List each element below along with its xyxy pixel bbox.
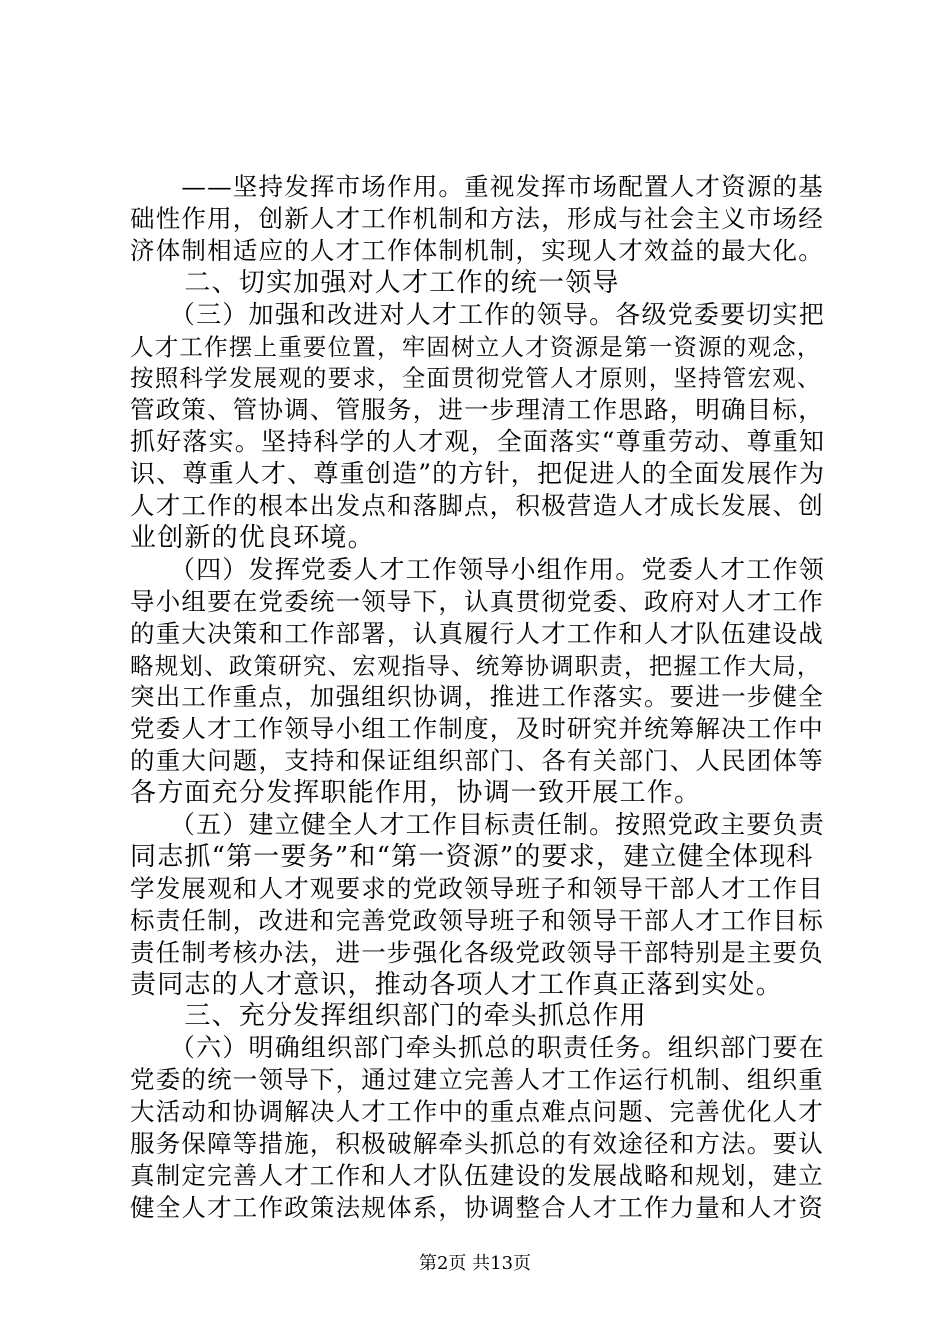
body-text-line: 抓好落实。坚持科学的人才观，全面落实“尊重劳动、尊重知: [130, 427, 826, 456]
body-text-line: 管政策、管协调、管服务，进一步理清工作思路，明确目标，: [130, 395, 824, 424]
body-text-line: （五）建立健全人才工作目标责任制。按照党政主要负责: [130, 810, 825, 839]
body-text-line: 济体制相适应的人才工作体制机制，实现人才效益的最大化。: [130, 236, 824, 265]
section-heading: 二、切实加强对人才工作的统一领导: [130, 268, 620, 298]
body-text-line: 责任制考核办法，进一步强化各级党政领导干部特别是主要负: [130, 938, 824, 967]
body-text-line: 业创新的优良环境。: [130, 523, 375, 553]
body-text-line: 健全人才工作政策法规体系，协调整合人才工作力量和人才资: [130, 1193, 824, 1222]
body-text-line: 服务保障等措施，积极破解牵头抓总的有效途径和方法。要认: [130, 1129, 824, 1158]
body-text-line: 标责任制，改进和完善党政领导班子和领导干部人才工作目标: [130, 906, 824, 935]
body-text-line: 人才工作摆上重要位置，牢固树立人才资源是第一资源的观念，: [130, 333, 822, 361]
body-text-line: 学发展观和人才观要求的党政领导班子和领导干部人才工作目: [130, 874, 824, 903]
body-text-line: 按照科学发展观的要求，全面贯彻党管人才原则，坚持管宏观、: [130, 364, 822, 392]
body-text-line: （六）明确组织部门牵头抓总的职责任务。组织部门要在: [130, 1033, 825, 1062]
body-text-line: 导小组要在党委统一领导下，认真贯彻党委、政府对人才工作: [130, 587, 824, 616]
body-text-line: 的重大决策和工作部署，认真履行人才工作和人才队伍建设战: [130, 619, 824, 648]
body-text-line: 础性作用，创新人才工作机制和方法，形成与社会主义市场经: [130, 204, 824, 233]
body-text-line: 的重大问题，支持和保证组织部门、各有关部门、人民团体等: [130, 746, 824, 775]
body-text-line: 真制定完善人才工作和人才队伍建设的发展战略和规划，建立: [130, 1161, 824, 1190]
body-text-line: 突出工作重点，加强组织协调，推进工作落实。要进一步健全: [130, 682, 824, 711]
body-text-line: 党委人才工作领导小组工作制度，及时研究并统筹解决工作中: [130, 714, 824, 743]
body-text-line: 人才工作的根本出发点和落脚点，积极营造人才成长发展、创: [130, 491, 824, 520]
body-text-line: ——坚持发挥市场作用。重视发挥市场配置人才资源的基: [130, 172, 824, 201]
body-text-line: 识、尊重人才、尊重创造”的方针，把促进人的全面发展作为: [130, 459, 826, 488]
body-text-line: （四）发挥党委人才工作领导小组作用。党委人才工作领: [130, 555, 825, 584]
body-text-line: 党委的统一领导下，通过建立完善人才工作运行机制、组织重: [130, 1065, 824, 1094]
body-text-line: 同志抓“第一要务”和“第一资源”的要求，建立健全体现科: [130, 842, 814, 872]
body-text-line: 责同志的人才意识，推动各项人才工作真正落到实处。: [130, 970, 783, 1000]
body-text-line: （三）加强和改进对人才工作的领导。各级党委要切实把: [130, 300, 825, 329]
page-number-footer: 第2页 共13页: [418, 1253, 532, 1274]
body-text-line: 略规划、政策研究、宏观指导、统筹协调职责，把握工作大局，: [130, 652, 822, 680]
section-heading: 三、充分发挥组织部门的牵头抓总作用: [130, 1001, 647, 1031]
body-text-line: 各方面充分发挥职能作用，协调一致开展工作。: [130, 778, 702, 808]
body-text-line: 大活动和协调解决人才工作中的重点难点问题、完善优化人才: [130, 1097, 824, 1126]
